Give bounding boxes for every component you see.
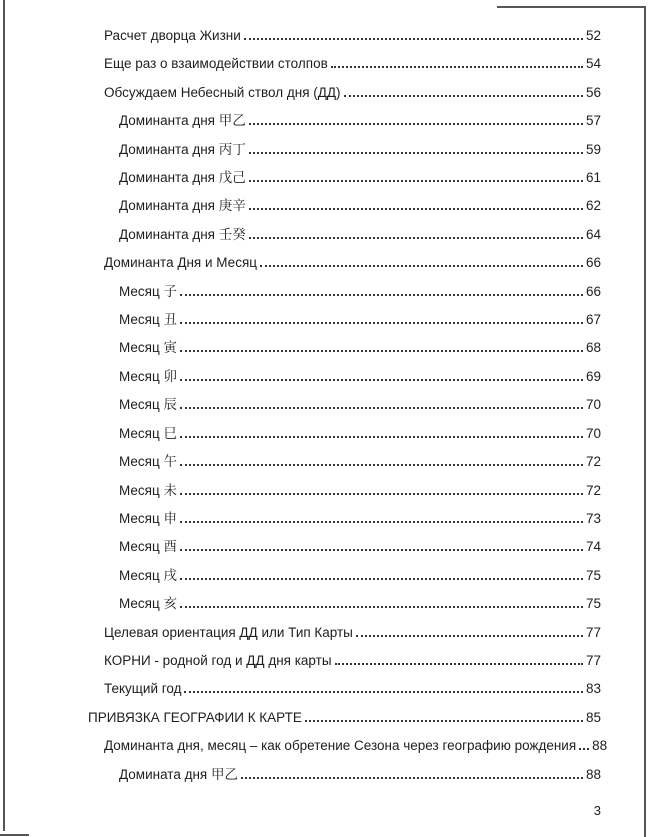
toc-entry-page-number: 73 [585, 510, 601, 526]
toc-dot-leader [180, 379, 583, 381]
toc-dot-leader [260, 265, 583, 267]
toc-dot-leader [180, 294, 583, 296]
toc-dot-leader [180, 436, 583, 438]
toc-entry-title: Доминанта Дня и Месяц [104, 255, 257, 271]
toc-entry-title: ПРИВЯЗКА ГЕОГРАФИИ К КАРТЕ [88, 709, 302, 725]
toc-dot-leader [335, 663, 583, 665]
toc-entry[interactable] [88, 732, 608, 760]
toc-dot-leader [184, 691, 583, 693]
toc-dot-leader [249, 237, 583, 239]
toc-dot-leader [305, 720, 583, 722]
toc-entry-title: Месяц 巳 [119, 425, 177, 441]
toc-entry[interactable] [88, 22, 601, 50]
toc-entry-title: Текущий год [104, 681, 182, 697]
toc-dot-leader [249, 152, 583, 154]
toc-entry-page-number: 77 [585, 624, 601, 640]
page-edge-top [497, 6, 646, 8]
toc-entry-title: Месяц 辰 [119, 397, 177, 413]
toc-entry-page-number: 83 [585, 681, 601, 697]
toc-entry[interactable] [88, 107, 601, 135]
toc-entry-page-number: 72 [585, 482, 601, 498]
toc-entry-title: Месяц 丑 [119, 312, 177, 328]
toc-entry-page-number: 75 [585, 567, 601, 583]
toc-entry[interactable] [88, 619, 601, 647]
toc-dot-leader [180, 549, 583, 551]
toc-entry-page-number: 70 [585, 397, 601, 413]
toc-entry-page-number: 54 [585, 56, 601, 72]
page-edge-left [3, 0, 5, 831]
toc-entry[interactable] [88, 334, 601, 362]
toc-entry-title: Месяц 卯 [119, 368, 177, 384]
page-edge-right [644, 6, 646, 837]
toc-entry-title: Домината дня 甲乙 [119, 766, 238, 782]
toc-entry-title: Месяц 寅 [119, 340, 177, 356]
toc-entry-page-number: 61 [585, 170, 601, 186]
toc-entry[interactable] [88, 761, 601, 789]
toc-entry-title: Месяц 未 [119, 482, 177, 498]
toc-entry[interactable] [88, 448, 601, 476]
toc-dot-leader [344, 95, 583, 97]
toc-entry[interactable] [88, 391, 601, 419]
toc-entry[interactable] [88, 704, 601, 732]
toc-entry-page-number: 57 [585, 113, 601, 129]
toc-entry[interactable] [88, 192, 601, 220]
toc-entry[interactable] [88, 590, 601, 618]
toc-dot-leader [180, 407, 583, 409]
toc-entry[interactable] [88, 505, 601, 533]
toc-entry-page-number: 56 [585, 84, 601, 100]
toc-entry-title: Целевая ориентация ДД или Тип Карты [104, 624, 353, 640]
toc-dot-leader [180, 464, 583, 466]
toc-entry-title: Доминанта дня 丙丁 [119, 141, 246, 157]
toc-list [88, 22, 608, 789]
toc-entry-page-number: 52 [585, 28, 601, 43]
toc-entry-title: Еще раз о взаимодействии столпов [104, 56, 328, 72]
toc-dot-leader [180, 322, 583, 324]
toc-entry-page-number: 67 [585, 312, 601, 328]
toc-entry-page-number: 75 [585, 596, 601, 612]
toc-entry[interactable] [88, 50, 601, 78]
toc-entry[interactable] [88, 249, 601, 277]
toc-dot-leader [579, 748, 589, 750]
toc-dot-leader [180, 350, 583, 352]
toc-entry-page-number: 64 [585, 226, 601, 242]
toc-entry[interactable] [88, 136, 601, 164]
toc-entry-page-number: 68 [585, 340, 601, 356]
toc-entry[interactable] [88, 164, 601, 192]
toc-dot-leader [249, 208, 583, 210]
toc-entry-title: Месяц 午 [119, 454, 177, 470]
toc-dot-leader [356, 635, 583, 637]
toc-entry[interactable] [88, 306, 601, 334]
toc-dot-leader [249, 180, 583, 182]
toc-entry-page-number: 70 [585, 425, 601, 441]
toc-entry-page-number: 69 [585, 368, 601, 384]
toc-dot-leader [180, 606, 583, 608]
toc-entry-page-number: 66 [585, 255, 601, 271]
toc-entry[interactable] [88, 278, 601, 306]
toc-entry-page-number: 59 [585, 141, 601, 157]
toc-entry-page-number: 72 [585, 454, 601, 470]
toc-entry-title: Доминанта дня, месяц – как обретение Сезона через географию рождения [104, 738, 577, 754]
toc-entry-title: Месяц 亥 [119, 596, 177, 612]
toc-entry[interactable] [88, 675, 601, 703]
toc-entry-page-number: 74 [585, 539, 601, 555]
toc-entry[interactable] [88, 533, 601, 561]
toc-entry-title: Обсуждаем Небесный ствол дня (ДД) [104, 84, 341, 100]
toc-entry[interactable] [88, 221, 601, 249]
toc-entry-title: Месяц 戌 [119, 567, 177, 583]
toc-entry-title: Доминанта дня 庚辛 [119, 198, 246, 214]
toc-entry[interactable] [88, 420, 601, 448]
toc-entry-title: КОРНИ - родной год и ДД дня карты [104, 652, 332, 668]
page-number-footer: 3 [593, 803, 601, 818]
toc-entry[interactable] [88, 477, 601, 505]
toc-entry-page-number: 62 [585, 198, 601, 214]
toc-entry[interactable] [88, 363, 601, 391]
toc-dot-leader [249, 123, 583, 125]
toc-entry-page-number: 88 [585, 766, 601, 782]
toc-dot-leader [180, 521, 583, 523]
toc-entry-page-number: 66 [585, 283, 601, 299]
toc-entry-title: Месяц 子 [119, 283, 177, 299]
toc-entry[interactable] [88, 562, 601, 590]
page-edge-bottom [0, 834, 29, 836]
toc-entry[interactable] [88, 79, 601, 107]
toc-dot-leader [331, 66, 583, 68]
toc-entry-title: Месяц 酉 [119, 539, 177, 555]
toc-dot-leader [241, 777, 583, 779]
toc-entry[interactable] [88, 647, 601, 675]
toc-dot-leader [180, 578, 583, 580]
toc-entry-title: Расчет дворца Жизни [104, 28, 241, 43]
toc-entry-title: Месяц 申 [119, 510, 177, 526]
toc-entry-page-number: 85 [585, 709, 601, 725]
toc-dot-leader [244, 38, 583, 40]
toc-entry-title: Доминанта дня 壬癸 [119, 226, 246, 242]
toc-entry-title: Доминанта дня 甲乙 [119, 113, 246, 129]
toc-dot-leader [180, 493, 583, 495]
toc-entry-page-number: 77 [585, 652, 601, 668]
toc-entry-title: Доминанта дня 戊己 [119, 170, 246, 186]
toc-entry-page-number: 88 [592, 738, 608, 754]
